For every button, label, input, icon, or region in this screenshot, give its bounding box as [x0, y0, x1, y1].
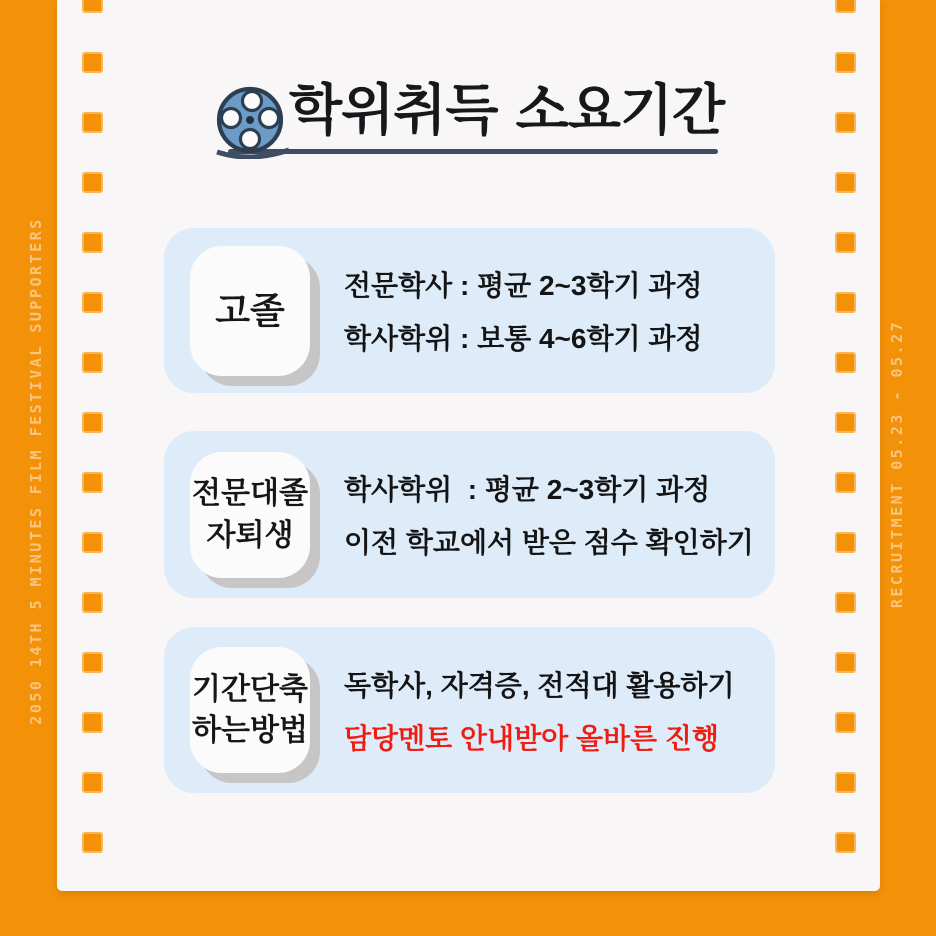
- film-perforation: [835, 352, 856, 373]
- film-perforation: [82, 832, 103, 853]
- film-perforation: [835, 52, 856, 73]
- film-perforation: [82, 592, 103, 613]
- film-perforation: [835, 832, 856, 853]
- film-perforation: [835, 712, 856, 733]
- film-perforation: [82, 412, 103, 433]
- side-label-left: 2050 14TH 5 MINUTES FILM FESTIVAL SUPPORTERS: [27, 217, 45, 725]
- film-perforation: [82, 112, 103, 133]
- side-label-right: RECRUITMENT 05.23 - 05.27: [888, 319, 906, 609]
- film-perforation: [835, 292, 856, 313]
- film-perforation: [82, 52, 103, 73]
- film-perforation: [82, 0, 103, 13]
- card-label-text: 기간단축: [192, 672, 308, 706]
- film-perforation: [835, 652, 856, 673]
- card-label-box: [190, 647, 310, 773]
- page-title: 학위취득 소요기간: [289, 77, 725, 142]
- film-perforation: [835, 412, 856, 433]
- card-label-box: [190, 246, 310, 376]
- card-content: [344, 264, 702, 357]
- film-perforation: [82, 472, 103, 493]
- card-label-box: [190, 452, 310, 578]
- info-card-shorten-period: [164, 627, 775, 793]
- film-perforation: [835, 232, 856, 253]
- film-perforation: [82, 652, 103, 673]
- film-perforation: [835, 472, 856, 493]
- card-label-text: 전문대졸: [192, 477, 308, 511]
- title-underline: [228, 149, 718, 154]
- content-line: 전문학사 : 평균 2~3학기 과정: [344, 270, 703, 301]
- info-card-college-dropout: [164, 431, 775, 598]
- info-card-highschool: [164, 228, 775, 393]
- card-label-text: 고졸: [215, 289, 285, 331]
- film-perforation: [835, 172, 856, 193]
- film-perforation: [835, 0, 856, 13]
- content-line: 학사학위 : 보통 4~6학기 과정: [344, 323, 703, 354]
- card-content: [344, 468, 754, 561]
- film-perforation-column-right: [835, 0, 856, 853]
- film-reel-icon: [213, 83, 289, 159]
- film-perforation: [82, 772, 103, 793]
- content-line-highlight: 담당멘토 안내받아 올바른 진행: [344, 722, 719, 754]
- film-perforation: [835, 772, 856, 793]
- film-perforation: [835, 592, 856, 613]
- content-line: 학사학위 : 평균 2~3학기 과정: [344, 474, 711, 505]
- content-line: 독학사, 자격증, 전적대 활용하기: [344, 669, 735, 701]
- film-perforation: [82, 532, 103, 553]
- film-perforation: [82, 172, 103, 193]
- card-content: [344, 664, 735, 757]
- card-label-text: 하는방법: [192, 714, 308, 747]
- card-label-text: 자퇴생: [206, 518, 294, 552]
- film-perforation: [82, 292, 103, 313]
- film-perforation-column-left: [82, 0, 103, 853]
- film-perforation: [82, 232, 103, 253]
- film-perforation: [835, 112, 856, 133]
- film-perforation: [82, 712, 103, 733]
- film-perforation: [82, 352, 103, 373]
- film-perforation: [835, 532, 856, 553]
- content-line: 이전 학교에서 받은 점수 확인하기: [344, 527, 754, 558]
